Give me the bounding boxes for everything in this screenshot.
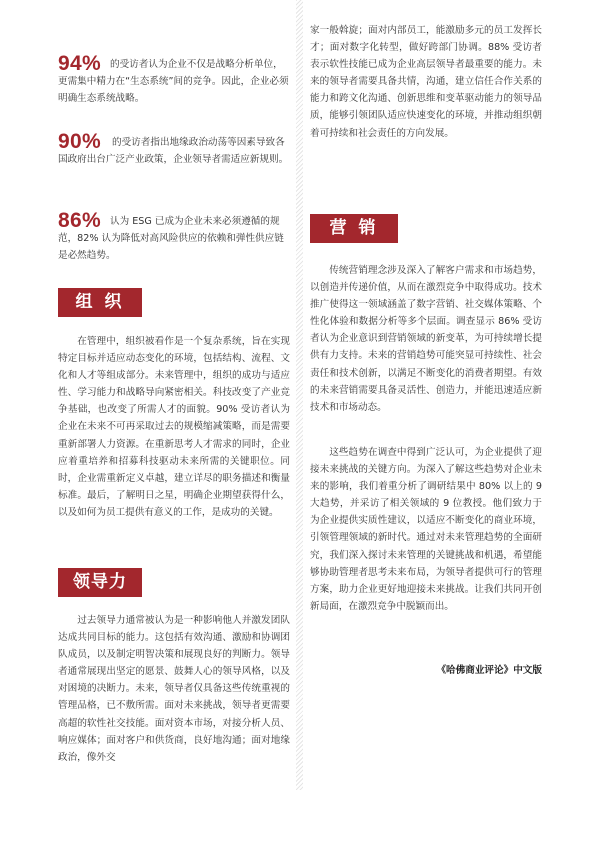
paragraph-leadership: 过去领导力通常被认为是一种影响他人并激发团队达成共同目标的能力。这包括有效沟通、激励和协调团队成员，以及制定明智决策和展现良好的判断力。领导者通常展现出坚定的愿景、鼓舞人心的领导风格，以及对困境的决断力。未来，领导者仅具备这些传统重视的管理品格，已不敷所需。面对未来挑战，领导者更需要高超的软性社交技能。面对资本市场，对接分析人员、响应媒体；面对客户和供货商，良好地沟通；面对地缘政治，像外交: [58, 615, 290, 763]
section-heading-marketing: 营 销: [310, 214, 398, 243]
column-divider: [296, 0, 303, 790]
stat-86: [58, 209, 290, 264]
publication-signature: 《哈佛商业评论》中文版: [436, 665, 542, 676]
stat-percent: 86%: [58, 209, 101, 232]
stat-text: 的受访者认为企业不仅是战略分析单位，更需集中精力在“生态系统”间的竞争。因此，企业必须明确生态系统战略。: [58, 59, 289, 104]
section-heading-organization: 组 织: [58, 288, 142, 317]
stat-percent: 90%: [58, 130, 101, 153]
stat-94: [58, 52, 290, 107]
stat-text: 的受访者指出地缘政治动荡等因素导致各国政府出台广泛产业政策，企业领导者需适应新规则。: [58, 137, 289, 165]
paragraph-marketing: 传统营销理念涉及深入了解客户需求和市场趋势，以创造并传递价值，从而在激烈竞争中取得成功。技术推广使得这一领域涵盖了数字营销、社交媒体策略、个性化体验和数据分析等多个层面。调查显示 86% 受访者认为企业意识到营销领域的新变革，为可持续增长提供有力支持。未来的营销趋势可能突显可持续性、社会责任和技术创新，以满足不断变化的消费者期望。有效的未来营销需要具备灵活性、创造力，并能迅速适应新技术和市场动态。: [310, 265, 542, 413]
stat-percent: 94%: [58, 52, 101, 75]
stat-90: [58, 130, 290, 168]
paragraph-organization: 在管理中，组织被看作是一个复杂系统，旨在实现特定目标并适应动态变化的环境，包括结构、流程、文化和人才等组成部分。未来管理中，组织的成功与适应性、学习能力和战略导向紧密相关。科技改变了产业竞争基础，也改变了所需人才的面貌。90% 受访者认为企业在未来不可再采取过去的规模缩减策略，而是需要重新部署人力资源。在重新思考人才需求的同时，企业应着重培养和招募科技驱动未来所需的关键职位。同时，企业需重新定义卓越，建立详尽的职务描述和衡量标准。最后，了解明日之星，明确企业期望获得什么，以及如何为员工提供有意义的工作，是成功的关键。: [58, 336, 290, 518]
stat-text: 认为 ESG 已成为企业未来必须遵循的规范，82% 认为降低对高风险供应的依赖和弹性供应链是必然趋势。: [58, 216, 284, 261]
paragraph-closing: 这些趋势在调查中得到广泛认可，为企业提供了迎接未来挑战的关键方向。为深入了解这些趋势对企业未来的影响，我们着重分析了调研结果中 80% 以上的 9 大趋势，并采访了相关领域的 9 位教授。他们致力于为企业提供实质性建议，以适应不断变化的商业环境，引领管理领域的新时代。通过对未来管理趋势的全面研究，我们深入探讨未来管理的关键挑战和机遇，希望能够协助管理者思考未来布局，为领导者提供可行的管理方案，助力企业更好地迎接未来挑战。让我们共同开创新局面，在激烈竞争中脱颖而出。: [310, 447, 542, 612]
paragraph-leadership-continued: 家一般斡旋；面对内部员工，能激励多元的员工发挥长才；面对数字化转型，做好跨部门协调。88% 受访者表示软性技能已成为企业高层领导者最重要的能力。未来的领导者需要具备共情，沟通，建立信任合作关系的能力和跨文化沟通、创新思维和变革驱动能力的领导品质，能够引领团队适应快速变化的环境，并推动组织朝着可持续和社会责任的方向发展。: [310, 25, 542, 139]
section-heading-leadership: 领导力: [58, 568, 142, 597]
